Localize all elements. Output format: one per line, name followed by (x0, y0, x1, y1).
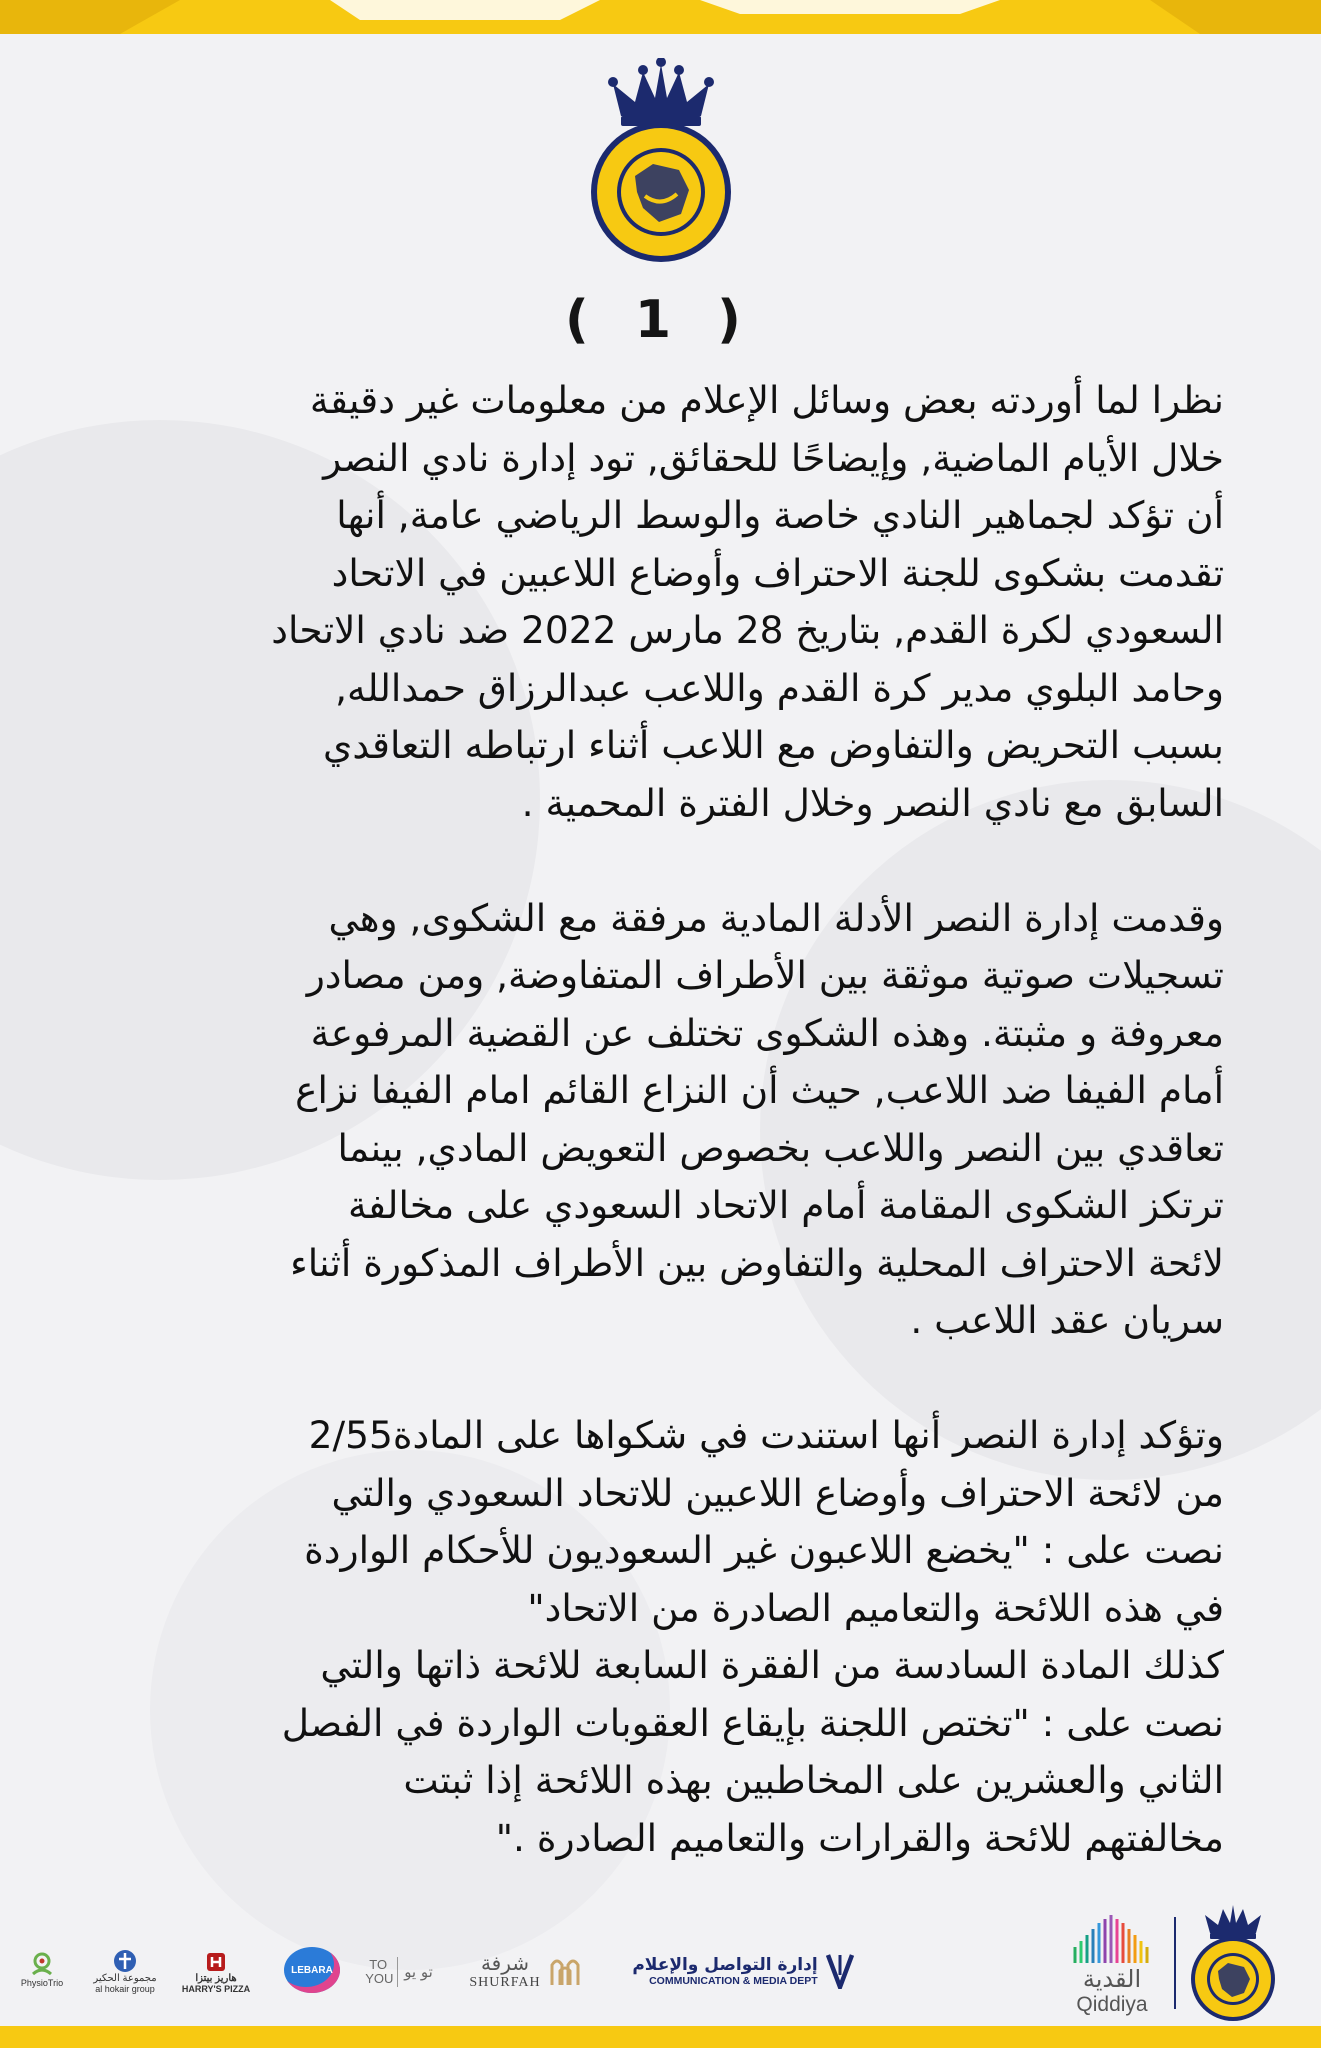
text-line: نصت على : "تختص اللجنة بإيقاع العقوبات الواردة في الفصل (281, 1700, 1224, 1745)
qiddiya-arabic: القدية (1082, 1965, 1142, 1993)
physiotrio-label: PhysioTrio (20, 1978, 64, 1988)
text-line: الثاني والعشرين على المخاطبين بهذه اللائحة إذا ثبتت (403, 1758, 1224, 1802)
harrys-pizza-arabic: هاريز بيتزا (195, 1972, 237, 1984)
harrys-pizza-icon (205, 1951, 227, 1973)
paragraph-1 (118, 372, 1224, 832)
shurfah-logo (460, 1943, 590, 1999)
alhokair-english: al hokair group (95, 1983, 155, 1994)
shurfah-icon (549, 1955, 581, 1987)
lebara-logo (282, 1945, 342, 1995)
statement-body (118, 372, 1224, 1867)
text-line: ترتكز الشكوى المقامة أمام الاتحاد السعودي على مخالفة (347, 1183, 1224, 1227)
text-line: في هذه اللائحة والتعاميم الصادرة من الاتحاد" (527, 1585, 1224, 1630)
communication-dept-icon (826, 1953, 854, 1989)
toyou-english: TO YOU (365, 1957, 394, 1986)
text-line: وقدمت إدارة النصر الأدلة المادية مرفقة مع الشكوى, وهي (328, 895, 1224, 940)
sponsors-footer (0, 1895, 1321, 2025)
harrys-pizza-english: HARRY'S PIZZA (181, 1983, 251, 1994)
lebara-label: LEBARA (291, 1964, 333, 1976)
text-line: كذلك المادة السادسة من الفقرة السابعة للائحة ذاتها والتي (320, 1643, 1224, 1687)
shurfah-arabic: شرفة (480, 1951, 530, 1975)
text-line: نصت على : "يخضع اللاعبون غير السعوديون للأحكام الواردة (304, 1528, 1224, 1572)
toyou-divider (397, 1957, 398, 1987)
al-nassr-footer-logo (1180, 1905, 1286, 2023)
text-line: مخالفتهم للائحة والقرارات والتعاميم الصادرة ." (495, 1815, 1224, 1860)
al-nassr-logo (583, 58, 739, 264)
text-line: خلال الأيام الماضية, وإيضاحًا للحقائق, تود إدارة نادي النصر (323, 435, 1224, 480)
text-line: السعودي لكرة القدم, بتاريخ 28 مارس 2022 ضد نادي الاتحاد (271, 608, 1224, 652)
qiddiya-icon (1067, 1913, 1157, 1965)
communication-dept-arabic: إدارة التواصل والإعلام (632, 1955, 818, 1975)
text-line: نظرا لما أوردته بعض وسائل الإعلام من معلومات غير دقيقة (309, 378, 1224, 422)
text-line: أمام الفيفا ضد اللاعب, حيث أن النزاع القائم امام الفيفا نزاع (295, 1068, 1224, 1112)
text-line: لائحة الاحتراف المحلية والتفاوض بين الأطراف المذكورة أثناء (290, 1240, 1224, 1285)
text-line: بسبب التحريض والتفاوض مع اللاعب أثناء ارتباطه التعاقدي (322, 723, 1224, 767)
qiddiya-english: Qiddiya (1076, 1993, 1148, 2016)
toyou-logo (364, 1950, 434, 1994)
shurfah-english: SHURFAH (469, 1975, 541, 1990)
physiotrio-icon (27, 1952, 57, 1978)
bottom-decorative-band (0, 2026, 1321, 2048)
communication-media-dept-logo (616, 1945, 870, 1997)
text-line: تسجيلات صوتية موثقة بين الأطراف المتفاوضة, ومن مصادر (306, 953, 1224, 997)
text-line: من لائحة الاحتراف وأوضاع اللاعبين للاتحاد السعودي والتي (331, 1470, 1224, 1515)
harrys-pizza-logo (178, 1945, 254, 1999)
alhokair-icon (112, 1949, 138, 1973)
lebara-badge (284, 1947, 340, 1993)
alhokair-arabic: مجموعة الحكير (93, 1972, 157, 1984)
qiddiya-logo (1056, 1909, 1168, 2021)
top-decorative-band (0, 0, 1321, 34)
alhokair-logo (80, 1945, 170, 1997)
text-line: تعاقدي بين النصر واللاعب بخصوص التعويض المادي, بينما (337, 1125, 1224, 1170)
communication-dept-english: COMMUNICATION & MEDIA DEPT (649, 1975, 818, 1987)
text-line: معروفة و مثبتة. وهذه الشكوى تختلف عن القضية المرفوعة (310, 1010, 1224, 1055)
text-line: سريان عقد اللاعب . (910, 1298, 1224, 1342)
toyou-arabic: تو يو (404, 1963, 433, 1981)
paragraph-2 (118, 890, 1224, 1350)
footer-divider (1174, 1917, 1176, 2009)
text-line: وحامد البلوي مدير كرة القدم واللاعب عبدالرزاق حمدالله, (335, 665, 1224, 710)
text-line: السابق مع نادي النصر وخلال الفترة المحمية . (521, 780, 1224, 825)
paragraph-3 (118, 1407, 1224, 1867)
physiotrio-logo (14, 1945, 70, 1995)
text-line: وتؤكد إدارة النصر أنها استندت في شكواها على المادة2/55 (308, 1413, 1224, 1457)
text-line: تقدمت بشكوى للجنة الاحتراف وأوضاع اللاعبين في الاتحاد (331, 550, 1224, 595)
page-number: ( 1 ) (565, 290, 755, 350)
text-line: أن تؤكد لجماهير النادي خاصة والوسط الرياضي عامة, أنها (336, 493, 1224, 537)
